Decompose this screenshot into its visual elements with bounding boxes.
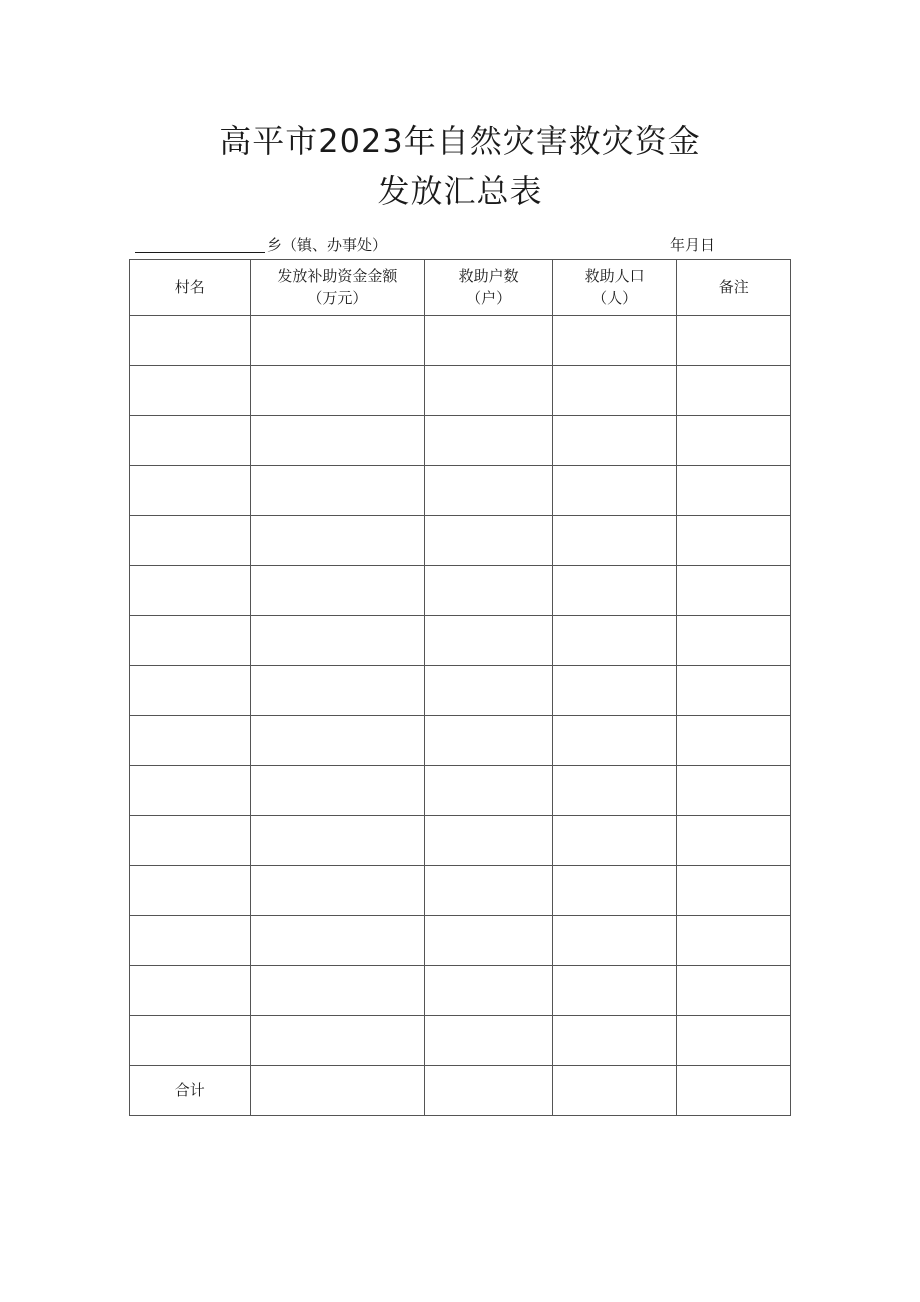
table-row [130,566,791,616]
total-cell-amount [250,1066,425,1116]
document-title-line2: 发放汇总表 [377,172,543,210]
township-blank-line [135,252,265,253]
cell-population [552,766,677,816]
cell-households [425,766,553,816]
cell-village-name [130,366,251,416]
cell-households [425,566,553,616]
header-cell-households [425,260,553,316]
cell-village-name [130,666,251,716]
cell-population [552,466,677,516]
cell-amount [250,816,425,866]
cell-village-name [130,316,251,366]
cell-population [552,416,677,466]
header-label: 备注 [718,277,749,296]
summary-table [129,259,791,1116]
cell-amount [250,666,425,716]
cell-amount [250,566,425,616]
cell-amount [250,916,425,966]
cell-households [425,366,553,416]
table-row [130,366,791,416]
cell-amount [250,366,425,416]
cell-amount [250,1016,425,1066]
cell-amount [250,966,425,1016]
table-row [130,766,791,816]
cell-remarks [677,566,791,616]
cell-population [552,916,677,966]
header-label: 救助人口 [584,266,645,285]
table-total-row [130,1066,791,1116]
cell-households [425,866,553,916]
cell-remarks [677,516,791,566]
cell-village-name [130,716,251,766]
cell-households [425,966,553,1016]
cell-population [552,666,677,716]
total-cell-village-name: 合计 [130,1066,251,1116]
table-row [130,516,791,566]
cell-households [425,316,553,366]
header-cell-remarks [677,260,791,316]
total-cell-population [552,1066,677,1116]
cell-population [552,516,677,566]
cell-village-name [130,766,251,816]
cell-households [425,716,553,766]
cell-households [425,416,553,466]
cell-village-name [130,816,251,866]
header-cell-village-name [130,260,251,316]
table-row [130,866,791,916]
cell-population [552,716,677,766]
header-unit: （万元） [307,288,368,307]
cell-village-name [130,966,251,1016]
cell-population [552,616,677,666]
cell-remarks [677,1016,791,1066]
table-row [130,316,791,366]
cell-remarks [677,866,791,916]
table-header-row [130,260,791,316]
cell-population [552,566,677,616]
cell-amount [250,516,425,566]
table-body [130,316,791,1116]
cell-households [425,466,553,516]
cell-remarks [677,916,791,966]
date-label: 年月日 [670,236,716,254]
cell-remarks [677,416,791,466]
cell-remarks [677,366,791,416]
township-label: 乡（镇、办事处） [267,236,388,254]
cell-households [425,916,553,966]
cell-households [425,616,553,666]
cell-amount [250,466,425,516]
total-cell-households [425,1066,553,1116]
cell-remarks [677,816,791,866]
cell-remarks [677,466,791,516]
cell-village-name [130,616,251,666]
table-row [130,916,791,966]
table-row [130,716,791,766]
cell-remarks [677,766,791,816]
cell-population [552,366,677,416]
cell-households [425,1016,553,1066]
cell-remarks [677,666,791,716]
cell-village-name [130,516,251,566]
cell-amount [250,866,425,916]
document-title-line1: 高平市2023年自然灾害救灾资金 [219,122,701,160]
cell-amount [250,616,425,666]
table-row [130,816,791,866]
cell-population [552,816,677,866]
cell-remarks [677,316,791,366]
header-label: 发放补助资金金额 [277,266,398,285]
table-row [130,466,791,516]
cell-amount [250,716,425,766]
header-label: 村名 [174,277,205,296]
table-row [130,1016,791,1066]
cell-remarks [677,616,791,666]
cell-households [425,816,553,866]
cell-households [425,666,553,716]
cell-village-name [130,916,251,966]
total-cell-remarks [677,1066,791,1116]
cell-village-name [130,566,251,616]
cell-remarks [677,966,791,1016]
cell-population [552,316,677,366]
meta-row [135,234,725,256]
cell-village-name [130,1016,251,1066]
table-row [130,666,791,716]
table-row [130,416,791,466]
header-unit: （人） [592,288,638,307]
cell-amount [250,416,425,466]
cell-population [552,866,677,916]
cell-village-name [130,466,251,516]
cell-village-name [130,416,251,466]
cell-population [552,1016,677,1066]
header-cell-amount [250,260,425,316]
cell-remarks [677,716,791,766]
header-unit: （户） [466,288,512,307]
cell-amount [250,766,425,816]
header-cell-population [552,260,677,316]
table-row [130,966,791,1016]
cell-amount [250,316,425,366]
cell-households [425,516,553,566]
cell-population [552,966,677,1016]
table-row [130,616,791,666]
header-label: 救助户数 [458,266,519,285]
cell-village-name [130,866,251,916]
